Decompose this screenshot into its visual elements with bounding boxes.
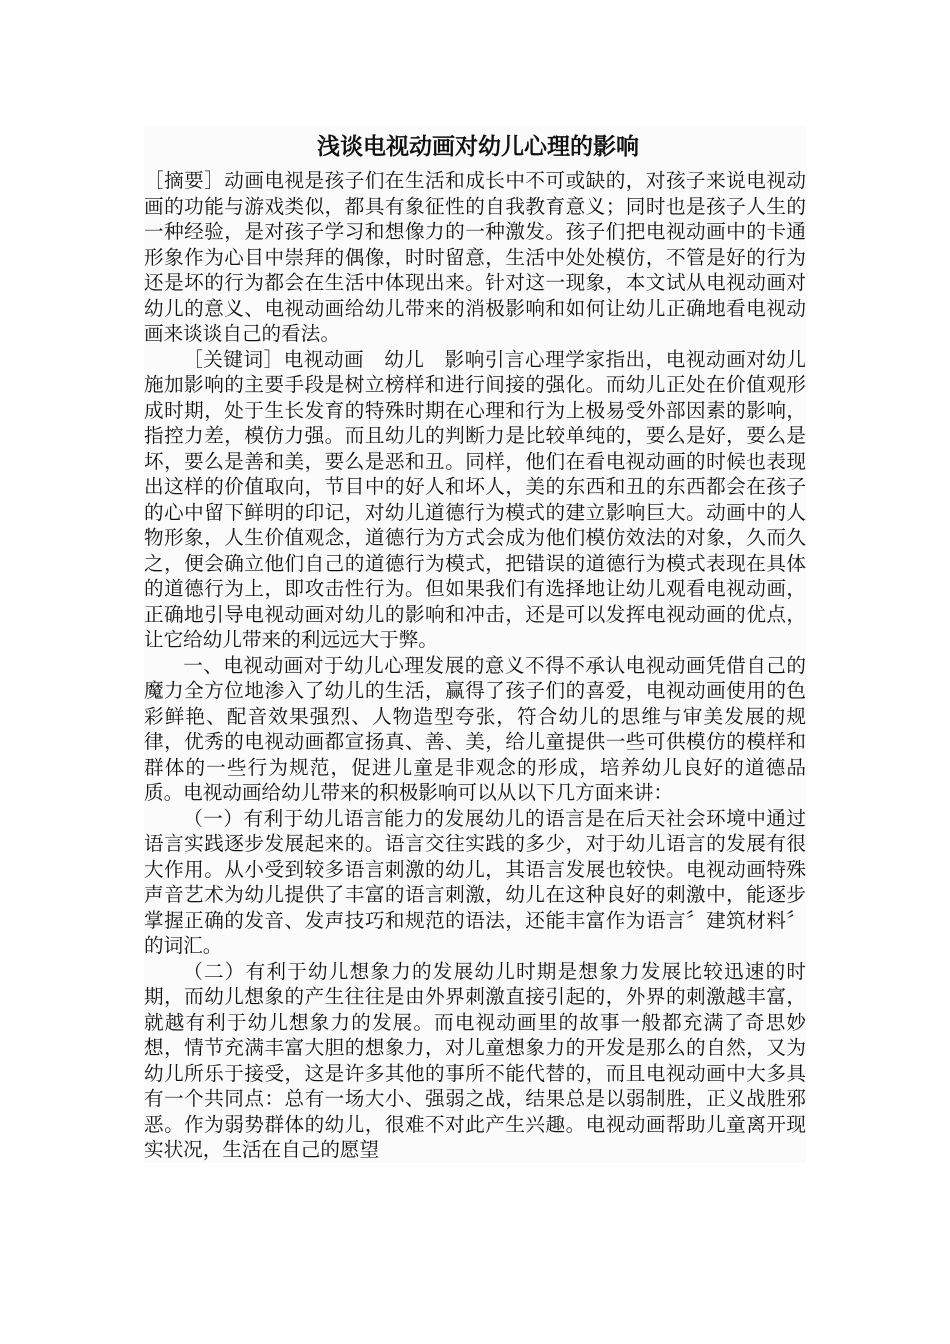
document-body bbox=[144, 126, 806, 1163]
abstract-paragraph: ［摘要］动画电视是孩子们在生活和成长中不可或缺的，对孩子来说电视动画的功能与游戏类似，都具有象征性的自我教育意义；同时也是孩子人生的一种经验，是对孩子学习和想像力的一种激发。孩子们把电视动画中的卡通形象作为心目中崇拜的偶像，时时留意，生活中处处模仿，不管是好的行为还是坏的行为都会在生活中体现出来。针对这一现象，本文试从电视动画对幼儿的意义、电视动画给幼儿带来的消极影响和如何让幼儿正确地看电视动画来谈谈自己的看法。 bbox=[144, 169, 806, 345]
keywords-paragraph: ［关键词］电视动画 幼儿 影响引言心理学家指出，电视动画对幼儿施加影响的主要手段是树立榜样和进行间接的强化。而幼儿正处在价值观形成时期，处于生长发育的特殊时期在心理和行为上极易受外部因素的影响，指控力差，模仿力强。而且幼儿的判断力是比较单纯的，要么是好，要么是坏，要么是善和美，要么是恶和丑。同样，他们在看电视动画的时候也表现出这样的价值取向，节目中的好人和坏人，美的东西和丑的东西都会在孩子的心中留下鲜明的印记，对幼儿道德行为模式的建立影响巨大。动画中的人物形象，人生价值观念，道德行为方式会成为他们模仿效法的对象，久而久之，便会确立他们自己的道德行为模式，把错误的道德行为模式表现在具体的道德行为上，即攻击性行为。但如果我们有选择地让幼儿观看电视动画，正确地引导电视动画对幼儿的影响和冲击，还是可以发挥电视动画的优点，让它给幼儿带来的利远远大于弊。 bbox=[144, 347, 806, 651]
subsection-language-paragraph: （一）有利于幼儿语言能力的发展幼儿的语言是在后天社会环境中通过语言实践逐步发展起来的。语言交往实践的多少，对于幼儿语言的发展有很大作用。从小受到较多语言刺激的幼儿，其语言发展也较快。电视动画特殊声音艺术为幼儿提供了丰富的语言刺激，幼儿在这种良好的刺激中，能逐步掌握正确的发音、发声技巧和规范的语法，还能丰富作为语言〞建筑材料〞的词汇。 bbox=[144, 806, 806, 957]
subsection-imagination-paragraph: （二）有利于幼儿想象力的发展幼儿时期是想象力发展比较迅速的时期，而幼儿想象的产生往往是由外界刺激直接引起的，外界的刺激越丰富，就越有利于幼儿想象力的发展。而电视动画里的故事一般都充满了奇思妙想，情节充满丰富大胆的想象力，对儿童想象力的开发是那么的自然，又为幼儿所乐于接受，这是许多其他的事所不能代替的，而且电视动画中大多具有一个共同点：总有一场大小、强弱之战，结果总是以弱制胜，正义战胜邪恶。作为弱势群体的幼儿，很难不对此产生兴趣。电视动画帮助儿童离开现实状况，生活在自己的愿望 bbox=[144, 959, 806, 1161]
section-one-paragraph: 一、电视动画对于幼儿心理发展的意义不得不承认电视动画凭借自己的魔力全方位地渗入了幼儿的生活，赢得了孩子们的喜爱，电视动画使用的色彩鲜艳、配音效果强烈、人物造型夸张，符合幼儿的思维与审美发展的规律，优秀的电视动画都宣扬真、善、美，给儿童提供一些可供模仿的模样和群体的一些行为规范，促进儿童是非观念的形成，培养幼儿良好的道德品质。电视动画给幼儿带来的积极影响可以从以下几方面来讲： bbox=[144, 653, 806, 804]
document-title: 浅谈电视动画对幼儿心理的影响 bbox=[317, 133, 639, 160]
